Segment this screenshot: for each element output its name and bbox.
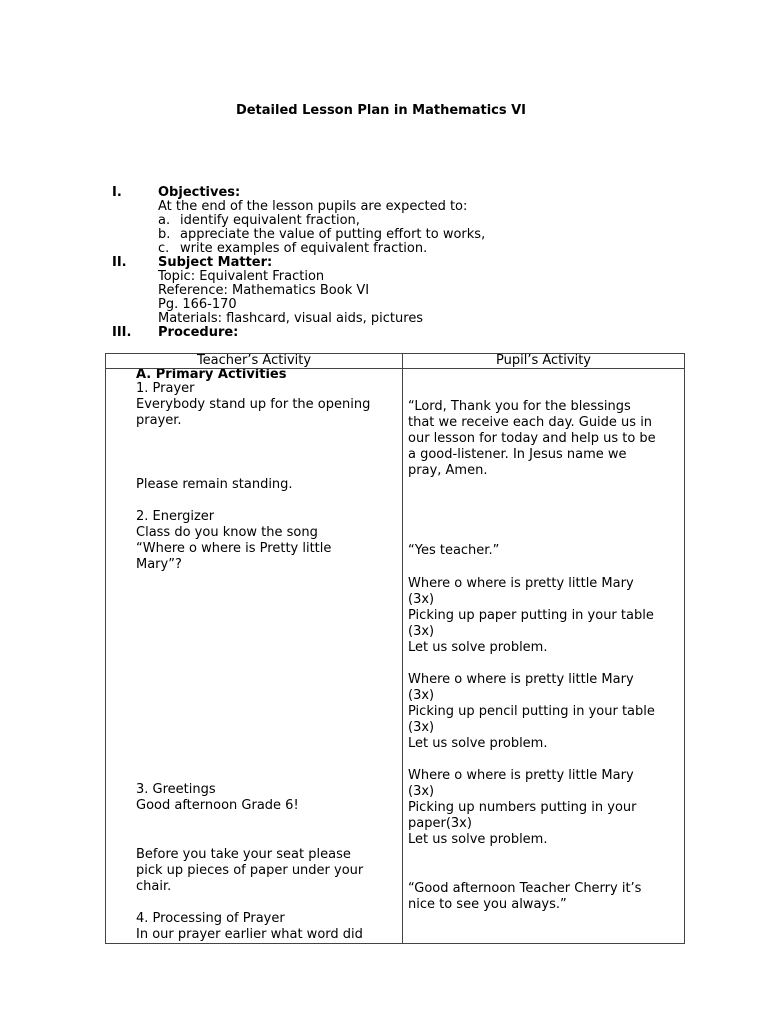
pupil-line: that we receive each day. Guide us in	[408, 415, 653, 430]
pupil-line: (3x)	[408, 784, 435, 799]
pupil-line: nice to see you always.”	[408, 897, 567, 912]
document-title: Detailed Lesson Plan in Mathematics VI	[235, 103, 527, 118]
pupil-line: “Lord, Thank you for the blessings	[408, 399, 631, 414]
teacher-line: 2. Energizer	[136, 509, 215, 524]
teacher-line: prayer.	[136, 413, 182, 428]
section-numeral: I.	[112, 185, 122, 200]
objectives-heading: Objectives:	[158, 185, 241, 200]
teacher-line: “Where o where is Pretty little	[136, 541, 332, 556]
teacher-line: Mary”?	[136, 557, 182, 572]
primary-activities-heading: A. Primary Activities	[136, 369, 287, 382]
objective-item	[158, 228, 485, 242]
pupil-line: Picking up numbers putting in your	[408, 800, 637, 815]
teacher-activity-header: Teacher’s Activity	[106, 354, 403, 369]
subject-matter-line: Topic: Equivalent Fraction	[158, 269, 325, 284]
pupil-line: Let us solve problem.	[408, 640, 548, 655]
objective-item	[158, 242, 485, 256]
objectives-section	[112, 185, 712, 256]
teacher-line: 3. Greetings	[136, 782, 216, 797]
objective-letter: b.	[158, 227, 171, 242]
activity-table	[105, 353, 685, 944]
section-numeral: II.	[112, 255, 127, 270]
table-header-row	[106, 354, 685, 369]
section-numeral: III.	[112, 325, 132, 340]
objective-text: identify equivalent fraction,	[180, 213, 360, 228]
pupil-line: Let us solve problem.	[408, 736, 548, 751]
procedure-heading: Procedure:	[158, 325, 239, 340]
pupil-line: Picking up paper putting in your table	[408, 608, 654, 623]
pupil-line: (3x)	[408, 624, 435, 639]
subject-matter-heading: Subject Matter:	[158, 255, 273, 270]
subject-matter-section	[112, 256, 712, 328]
teacher-line: Please remain standing.	[136, 477, 293, 492]
pupil-line: Where o where is pretty little Mary	[408, 672, 634, 687]
pupil-line: Picking up pencil putting in your table	[408, 704, 655, 719]
pupil-line: (3x)	[408, 592, 435, 607]
objective-item	[158, 214, 485, 228]
pupil-line: (3x)	[408, 688, 435, 703]
pupil-line: our lesson for today and help us to be	[408, 431, 656, 446]
pupil-activity-header: Pupil’s Activity	[403, 354, 685, 369]
objectives-intro: At the end of the lesson pupils are expected to:	[158, 199, 468, 214]
subject-matter-line: Reference: Mathematics Book VI	[158, 283, 370, 298]
objective-letter: a.	[158, 213, 171, 228]
teacher-line: Everybody stand up for the opening	[136, 397, 371, 412]
pupil-activity-cell	[403, 369, 685, 944]
teacher-line: chair.	[136, 879, 172, 894]
objective-text: write examples of equivalent fraction.	[180, 241, 428, 256]
teacher-line: In our prayer earlier what word did	[136, 927, 363, 942]
pupil-line: “Yes teacher.”	[408, 543, 500, 558]
teacher-line: Good afternoon Grade 6!	[136, 798, 299, 813]
pupil-line: “Good afternoon Teacher Cherry it’s	[408, 881, 642, 896]
pupil-line: pray, Amen.	[408, 463, 488, 478]
pupil-line: Let us solve problem.	[408, 832, 548, 847]
pupil-line: (3x)	[408, 720, 435, 735]
subject-matter-line: Pg. 166-170	[158, 297, 237, 312]
teacher-line: 1. Prayer	[136, 381, 195, 396]
objective-text: appreciate the value of putting effort to works,	[180, 227, 486, 242]
teacher-line: Before you take your seat please	[136, 847, 351, 862]
teacher-line: Class do you know the song	[136, 525, 318, 540]
pupil-line: Where o where is pretty little Mary	[408, 768, 634, 783]
pupil-line: paper(3x)	[408, 816, 472, 831]
objective-letter: c.	[158, 241, 170, 256]
table-row	[106, 369, 685, 944]
pupil-line: a good-listener. In Jesus name we	[408, 447, 627, 462]
procedure-section	[112, 326, 712, 342]
teacher-line: 4. Processing of Prayer	[136, 911, 285, 926]
teacher-activity-cell	[106, 369, 403, 944]
pupil-line: Where o where is pretty little Mary	[408, 576, 634, 591]
teacher-line: pick up pieces of paper under your	[136, 863, 364, 878]
subject-matter-line: Materials: flashcard, visual aids, pictures	[158, 311, 424, 326]
